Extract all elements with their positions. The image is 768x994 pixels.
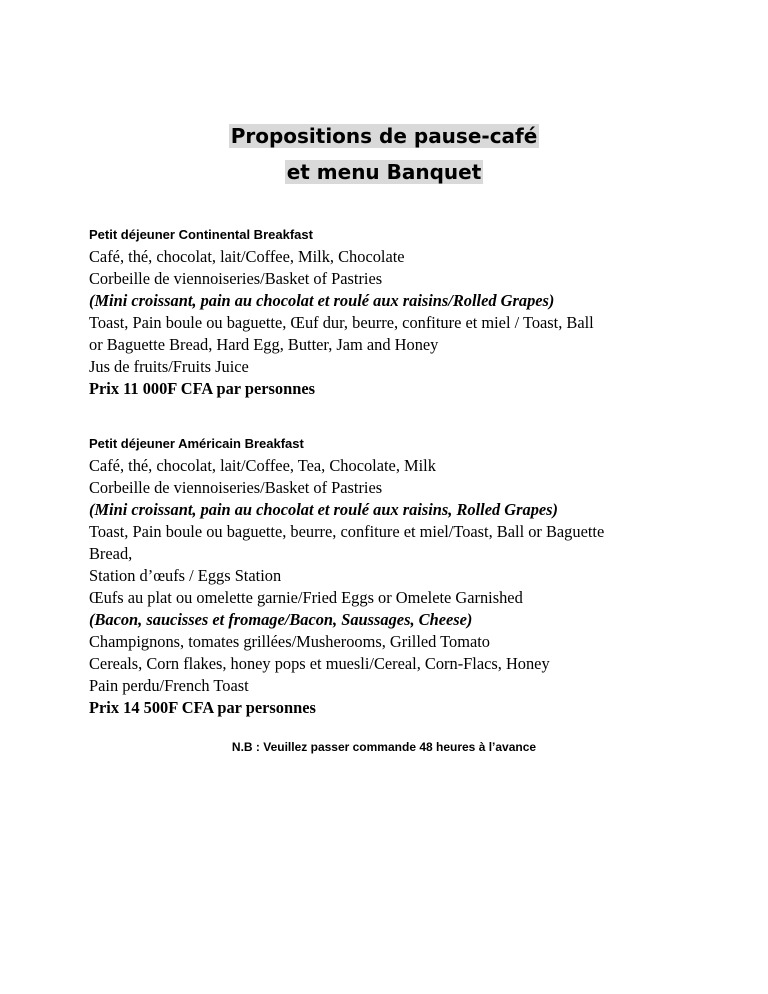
menu-line: Corbeille de viennoiseries/Basket of Pastries <box>89 478 383 497</box>
menu-line: Café, thé, chocolat, lait/Coffee, Tea, Chocolate, Milk <box>89 456 436 475</box>
section-heading: Petit déjeuner Américain Breakfast <box>89 436 304 451</box>
menu-line: Toast, Pain boule ou baguette, beurre, confiture et miel/Toast, Ball or Baguette <box>89 522 605 541</box>
title-line-1-text: Propositions de pause-café <box>230 124 538 148</box>
menu-line: Station d’œufs / Eggs Station <box>89 566 282 585</box>
price-line: Prix 11 000F CFA par personnes <box>89 379 315 398</box>
menu-line: Champignons, tomates grillées/Musherooms, Grilled Tomato <box>89 632 490 651</box>
continental-breakfast-section <box>89 224 689 400</box>
menu-line-detail: (Bacon, saucisses et fromage/Bacon, Saussages, Cheese) <box>89 610 473 629</box>
section-heading: Petit déjeuner Continental Breakfast <box>89 227 313 242</box>
title-line-2 <box>0 154 768 190</box>
menu-line: Cereals, Corn flakes, honey pops et muesli/Cereal, Corn-Flacs, Honey <box>89 654 550 673</box>
order-note: N.B : Veuillez passer commande 48 heures à l’avance <box>231 740 537 754</box>
american-breakfast-section <box>89 433 689 719</box>
menu-line: or Baguette Bread, Hard Egg, Butter, Jam and Honey <box>89 335 439 354</box>
title-line-2-text: et menu Banquet <box>286 160 482 184</box>
title-line-1 <box>0 118 768 154</box>
menu-line: Café, thé, chocolat, lait/Coffee, Milk, Chocolate <box>89 247 405 266</box>
price-line: Prix 14 500F CFA par personnes <box>89 698 316 717</box>
menu-line-detail: (Mini croissant, pain au chocolat et roulé aux raisins, Rolled Grapes) <box>89 500 559 519</box>
menu-line: Bread, <box>89 544 133 563</box>
page-title <box>0 118 768 190</box>
menu-line: Jus de fruits/Fruits Juice <box>89 357 249 376</box>
menu-line: Corbeille de viennoiseries/Basket of Pastries <box>89 269 383 288</box>
menu-line-detail: (Mini croissant, pain au chocolat et roulé aux raisins/Rolled Grapes) <box>89 291 555 310</box>
menu-line: Œufs au plat ou omelette garnie/Fried Eggs or Omelete Garnished <box>89 588 523 607</box>
menu-line: Toast, Pain boule ou baguette, Œuf dur, beurre, confiture et miel / Toast, Ball <box>89 313 594 332</box>
menu-line: Pain perdu/French Toast <box>89 676 249 695</box>
